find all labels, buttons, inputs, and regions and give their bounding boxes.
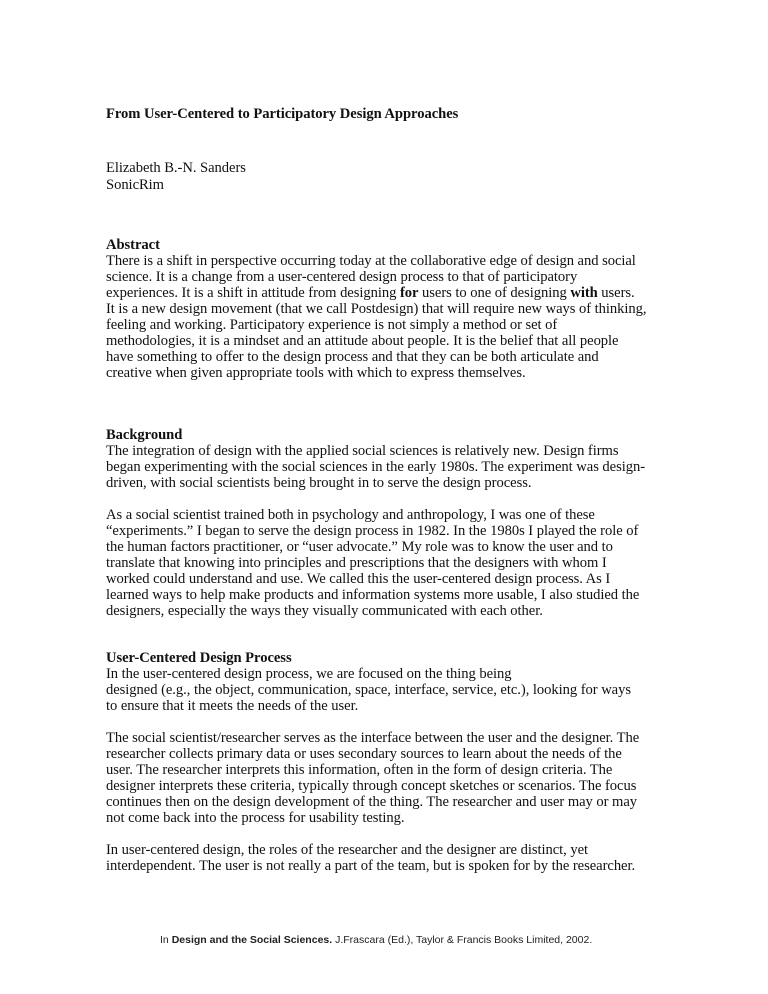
abstract-line: methodologies, it is a mindset and an attitude about people. It is the belief that all people	[106, 333, 619, 349]
ucd-line: designed (e.g., the object, communication, space, interface, service, etc.), looking for ways	[106, 682, 631, 698]
text-run: users to one of designing	[418, 285, 571, 301]
ucd-line: to ensure that it meets the needs of the user.	[106, 698, 359, 714]
background-line: worked could understand and use. We called this the user-centered design process. As I	[106, 571, 611, 587]
emphasis-for: for	[399, 285, 419, 301]
background-line: The integration of design with the applied social sciences is relatively new. Design firms	[106, 443, 619, 459]
ucd-line: user. The researcher interprets this information, often in the form of design criteria. The	[106, 762, 613, 778]
ucd-line: researcher collects primary data or uses secondary sources to learn about the needs of the	[106, 746, 622, 762]
page-footer-citation	[160, 934, 592, 946]
background-line: translate that knowing into principles and prescriptions that the designers with whom I	[106, 555, 607, 571]
background-line: learned ways to help make products and information systems more usable, I also studied the	[106, 587, 640, 603]
ucd-line: In user-centered design, the roles of the researcher and the designer are distinct, yet	[106, 842, 589, 858]
text-run: experiences. It is a shift in attitude from designing	[106, 285, 400, 301]
ucd-line: The social scientist/researcher serves as the interface between the user and the designer. The	[106, 730, 640, 746]
section-heading-background: Background	[106, 427, 183, 443]
abstract-line: science. It is a change from a user-centered design process to that of participatory	[106, 269, 578, 285]
abstract-line: There is a shift in perspective occurring today at the collaborative edge of design and social	[106, 253, 636, 269]
background-line: “experiments.” I began to serve the design process in 1982. In the 1980s I played the role of	[106, 523, 639, 539]
section-heading-user-centered: User-Centered Design Process	[106, 650, 292, 666]
footer-book-title: Design and the Social Sciences.	[171, 934, 333, 946]
abstract-line-emphasis	[106, 285, 635, 301]
ucd-line: interdependent. The user is not really a part of the team, but is spoken for by the researcher.	[106, 858, 636, 874]
ucd-line: not come back into the process for usability testing.	[106, 810, 405, 826]
footer-publisher: J.Frascara (Ed.), Taylor & Francis Books Limited, 2002.	[332, 934, 593, 946]
author-affiliation: SonicRim	[106, 177, 164, 193]
abstract-line: It is a new design movement (that we call Postdesign) that will require new ways of thinking,	[106, 301, 647, 317]
text-run: users.	[597, 285, 635, 301]
ucd-line: In the user-centered design process, we are focused on the thing being	[106, 666, 512, 682]
abstract-line: creative when given appropriate tools with which to express themselves.	[106, 365, 526, 381]
section-heading-abstract: Abstract	[106, 237, 160, 253]
background-line: designers, especially the ways they visually communicated with each other.	[106, 603, 543, 619]
emphasis-with: with	[570, 285, 598, 301]
background-line: began experimenting with the social sciences in the early 1980s. The experiment was design-	[106, 459, 646, 475]
ucd-line: continues then on the design development of the thing. The researcher and user may or may	[106, 794, 638, 810]
footer-prefix: In	[160, 934, 172, 946]
abstract-line: have something to offer to the design process and that they can be both articulate and	[106, 349, 599, 365]
background-line: As a social scientist trained both in psychology and anthropology, I was one of these	[106, 507, 595, 523]
abstract-line: feeling and working. Participatory experience is not simply a method or set of	[106, 317, 558, 333]
background-line: the human factors practitioner, or “user advocate.” My role was to know the user and to	[106, 539, 613, 555]
background-line: driven, with social scientists being brought in to serve the design process.	[106, 475, 532, 491]
ucd-line: designer interprets these criteria, typically through concept sketches or scenarios. The focus	[106, 778, 637, 794]
author-name: Elizabeth B.-N. Sanders	[106, 160, 246, 176]
document-title: From User-Centered to Participatory Design Approaches	[106, 106, 459, 122]
